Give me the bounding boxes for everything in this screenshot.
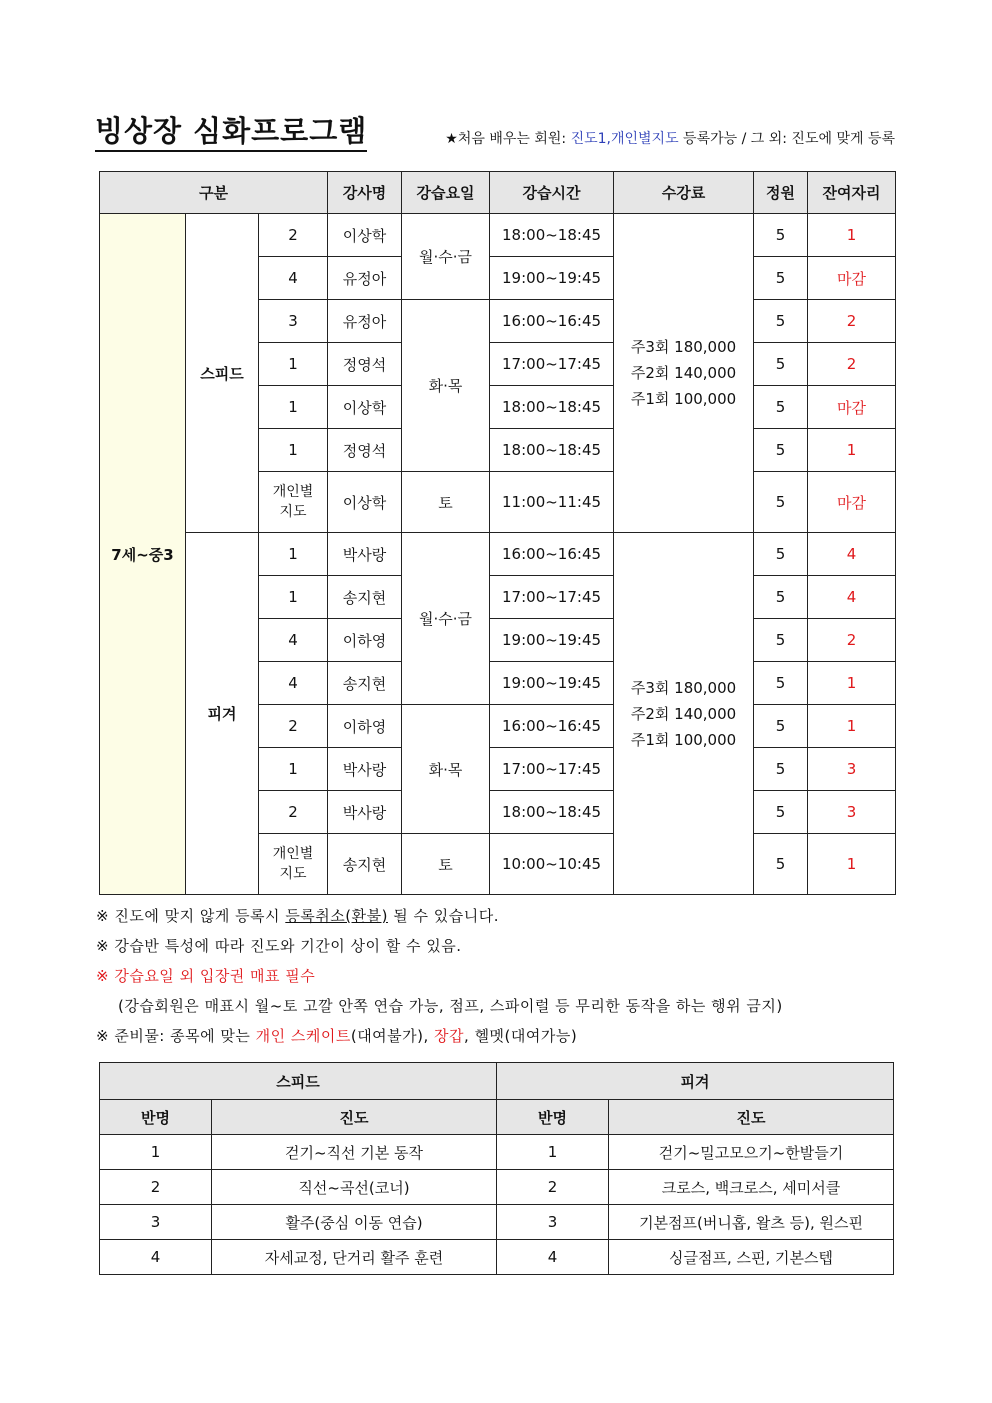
capacity-cell: 5 (754, 834, 808, 895)
note-line: ※ 강습요일 외 입장권 매표 필수 (96, 967, 316, 985)
capacity-cell: 5 (754, 257, 808, 300)
table-row (100, 214, 896, 257)
level-cell: 1 (259, 533, 328, 576)
remaining-cell: 3 (808, 791, 896, 834)
figure-class-cell: 3 (497, 1205, 609, 1240)
speed-fee-cell (614, 214, 754, 533)
time-cell: 10:00~10:45 (490, 834, 614, 895)
fee-line: 주2회 140,000 (630, 364, 737, 382)
instructor-cell: 유정아 (328, 300, 402, 343)
header-fee: 수강료 (614, 172, 754, 214)
level-cell: 2 (259, 705, 328, 748)
levels-col-class: 반명 (100, 1100, 212, 1135)
fee-line: 주1회 100,000 (630, 390, 737, 408)
note-text: 될 수 있습니다. (387, 907, 499, 925)
instructor-cell: 정영석 (328, 343, 402, 386)
level-cell: 개인별 지도 (259, 834, 328, 895)
note-text: , 헬멧(대여가능) (464, 1027, 578, 1045)
note-line: (강습회원은 매표시 월~토 고깔 안쪽 연습 가능, 점프, 스파이럴 등 무리한 동작을 하는 행위 금지) (118, 997, 783, 1015)
speed-progress-cell: 직선~곡선(코너) (212, 1170, 497, 1205)
capacity-cell: 5 (754, 343, 808, 386)
capacity-cell: 5 (754, 619, 808, 662)
levels-row (100, 1135, 894, 1170)
remaining-cell: 1 (808, 429, 896, 472)
figure-progress-cell: 크로스, 백크로스, 세미서클 (609, 1170, 894, 1205)
header-category: 구분 (100, 172, 328, 214)
instructor-cell: 박사랑 (328, 791, 402, 834)
days-cell: 토 (402, 472, 490, 533)
levels-row (100, 1240, 894, 1275)
note-text: (대여불가), (350, 1027, 435, 1045)
level-cell: 2 (259, 791, 328, 834)
note-line (96, 1025, 896, 1055)
remaining-cell: 마감 (808, 472, 896, 533)
level-cell: 1 (259, 576, 328, 619)
speed-progress-cell: 활주(중심 이동 연습) (212, 1205, 497, 1240)
header-capacity: 정원 (754, 172, 808, 214)
days-cell: 월·수·금 (402, 533, 490, 705)
time-cell: 16:00~16:45 (490, 533, 614, 576)
speed-class-cell: 1 (100, 1135, 212, 1170)
speed-progress-cell: 걷기~직선 기본 동작 (212, 1135, 497, 1170)
figure-class-cell: 2 (497, 1170, 609, 1205)
note-suffix: 등록가능 / 그 외: 진도에 맞게 등록 (678, 131, 895, 147)
instructor-cell: 이상학 (328, 472, 402, 533)
capacity-cell: 5 (754, 472, 808, 533)
time-cell: 16:00~16:45 (490, 705, 614, 748)
figure-progress-cell: 걷기~밀고모으기~한발들기 (609, 1135, 894, 1170)
instructor-cell: 박사랑 (328, 533, 402, 576)
level-cell: 4 (259, 662, 328, 705)
note-underline: 등록취소(환불) (285, 907, 388, 925)
days-cell: 화·목 (402, 705, 490, 834)
figure-progress-cell: 기본점프(버니홉, 왈츠 등), 원스핀 (609, 1205, 894, 1240)
schedule-table (99, 171, 896, 895)
time-cell: 19:00~19:45 (490, 662, 614, 705)
time-cell: 18:00~18:45 (490, 429, 614, 472)
fee-line: 주3회 180,000 (630, 678, 737, 697)
instructor-cell: 송지현 (328, 576, 402, 619)
time-cell: 17:00~17:45 (490, 576, 614, 619)
levels-col-progress: 진도 (609, 1100, 894, 1135)
figure-class-cell: 1 (497, 1135, 609, 1170)
level-cell: 3 (259, 300, 328, 343)
fee-line: 주1회 100,000 (630, 730, 737, 749)
remaining-cell: 마감 (808, 386, 896, 429)
table-row (100, 533, 896, 576)
figure-progress-cell: 싱글점프, 스핀, 기본스텝 (609, 1240, 894, 1275)
level-cell: 개인별 지도 (259, 472, 328, 533)
level-cell: 1 (259, 386, 328, 429)
remaining-cell: 2 (808, 300, 896, 343)
levels-speed-header: 스피드 (100, 1063, 497, 1100)
remaining-cell: 2 (808, 343, 896, 386)
remaining-cell: 3 (808, 748, 896, 791)
time-cell: 18:00~18:45 (490, 214, 614, 257)
capacity-cell: 5 (754, 386, 808, 429)
remaining-cell: 4 (808, 576, 896, 619)
note-highlight: 장갑 (434, 1027, 465, 1045)
levels-table (99, 1062, 894, 1275)
time-cell: 17:00~17:45 (490, 343, 614, 386)
speed-class-cell: 3 (100, 1205, 212, 1240)
speed-label: 스피드 (186, 214, 259, 533)
header-instructor: 강사명 (328, 172, 402, 214)
fee-line: 주2회 140,000 (630, 704, 737, 723)
instructor-cell: 이하영 (328, 705, 402, 748)
note-line (96, 905, 896, 935)
time-cell: 11:00~11:45 (490, 472, 614, 533)
time-cell: 18:00~18:45 (490, 791, 614, 834)
days-cell: 화·목 (402, 300, 490, 472)
capacity-cell: 5 (754, 214, 808, 257)
levels-header-row (100, 1063, 894, 1100)
time-cell: 17:00~17:45 (490, 748, 614, 791)
note-prefix: ★처음 배우는 회원: (445, 131, 571, 147)
fee-line: 주3회 180,000 (630, 338, 737, 356)
levels-row (100, 1205, 894, 1240)
note-highlight: 개인 스케이트 (255, 1027, 351, 1045)
figure-class-cell: 4 (497, 1240, 609, 1275)
instructor-cell: 유정아 (328, 257, 402, 300)
table-header-row (100, 172, 896, 214)
speed-progress-cell: 자세교정, 단거리 활주 훈련 (212, 1240, 497, 1275)
instructor-cell: 정영석 (328, 429, 402, 472)
remaining-cell: 마감 (808, 257, 896, 300)
remaining-cell: 2 (808, 619, 896, 662)
notes-section (96, 905, 896, 1055)
levels-subheader-row (100, 1100, 894, 1135)
level-cell: 4 (259, 619, 328, 662)
capacity-cell: 5 (754, 300, 808, 343)
instructor-cell: 이하영 (328, 619, 402, 662)
capacity-cell: 5 (754, 662, 808, 705)
level-cell: 1 (259, 748, 328, 791)
remaining-cell: 1 (808, 705, 896, 748)
page-title: 빙상장 심화프로그램 (95, 114, 367, 152)
level-cell: 1 (259, 429, 328, 472)
capacity-cell: 5 (754, 791, 808, 834)
time-cell: 18:00~18:45 (490, 386, 614, 429)
level-cell: 1 (259, 343, 328, 386)
header-days: 강습요일 (402, 172, 490, 214)
speed-class-cell: 4 (100, 1240, 212, 1275)
days-cell: 토 (402, 834, 490, 895)
header-remaining: 잔여자리 (808, 172, 896, 214)
capacity-cell: 5 (754, 705, 808, 748)
level-cell: 4 (259, 257, 328, 300)
note-highlight: 진도1,개인별지도 (570, 131, 679, 147)
level-cell: 2 (259, 214, 328, 257)
remaining-cell: 1 (808, 214, 896, 257)
instructor-cell: 송지현 (328, 834, 402, 895)
note-line: ※ 강습반 특성에 따라 진도와 기간이 상이 할 수 있음. (96, 937, 462, 955)
capacity-cell: 5 (754, 748, 808, 791)
levels-figure-header: 피겨 (497, 1063, 894, 1100)
time-cell: 16:00~16:45 (490, 300, 614, 343)
levels-col-progress: 진도 (212, 1100, 497, 1135)
remaining-cell: 1 (808, 662, 896, 705)
remaining-cell: 1 (808, 834, 896, 895)
age-group-cell: 7세~중3 (100, 214, 186, 895)
time-cell: 19:00~19:45 (490, 619, 614, 662)
time-cell: 19:00~19:45 (490, 257, 614, 300)
instructor-cell: 송지현 (328, 662, 402, 705)
speed-class-cell: 2 (100, 1170, 212, 1205)
levels-col-class: 반명 (497, 1100, 609, 1135)
figure-fee-cell (614, 533, 754, 895)
instructor-cell: 이상학 (328, 386, 402, 429)
capacity-cell: 5 (754, 576, 808, 619)
instructor-cell: 박사랑 (328, 748, 402, 791)
capacity-cell: 5 (754, 429, 808, 472)
note-text: ※ 진도에 맞지 않게 등록시 (96, 907, 286, 925)
levels-row (100, 1170, 894, 1205)
remaining-cell: 4 (808, 533, 896, 576)
note-text: ※ 준비물: 종목에 맞는 (96, 1027, 256, 1045)
days-cell: 월·수·금 (402, 214, 490, 300)
instructor-cell: 이상학 (328, 214, 402, 257)
capacity-cell: 5 (754, 533, 808, 576)
figure-label: 피겨 (186, 533, 259, 895)
registration-note (445, 128, 895, 148)
header-time: 강습시간 (490, 172, 614, 214)
